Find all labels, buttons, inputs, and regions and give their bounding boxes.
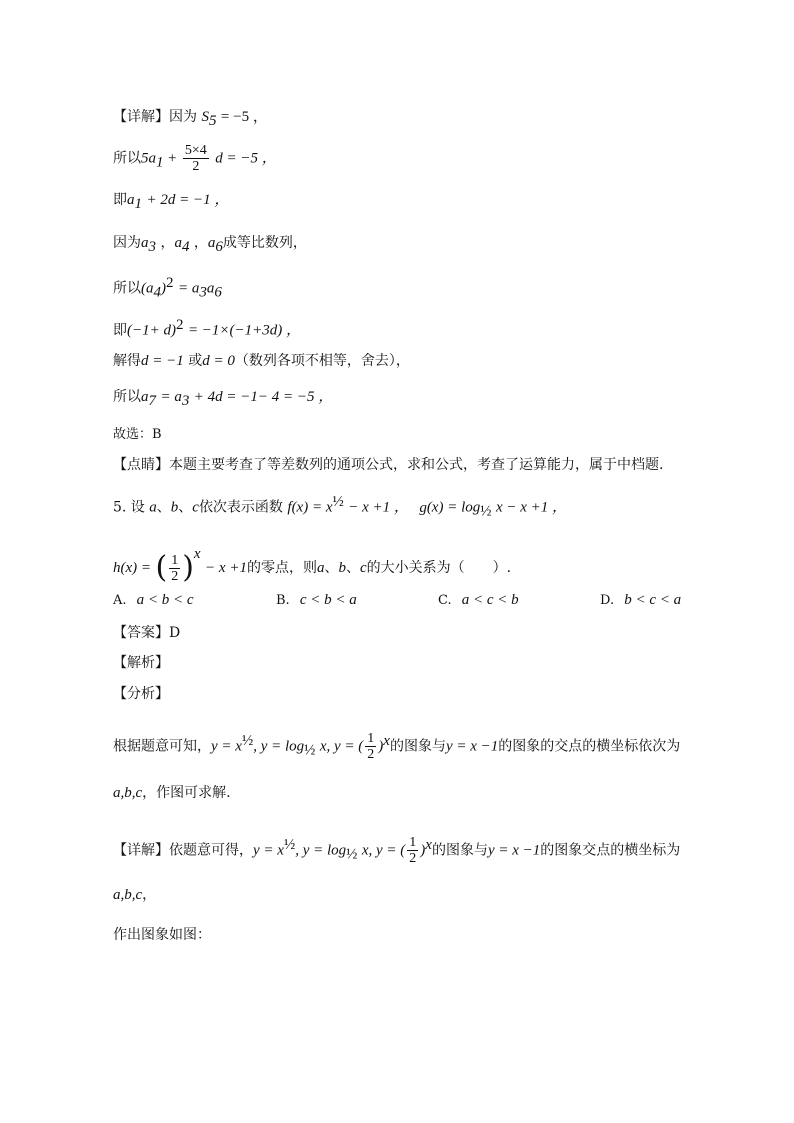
math: a: [149, 499, 157, 516]
denominator: 2: [367, 747, 375, 763]
text: 、: [324, 560, 339, 576]
text: 根据题意可知，: [113, 738, 211, 755]
text: 、: [178, 499, 193, 516]
math: − x +1: [205, 560, 247, 576]
question-number: 5. 设: [113, 499, 145, 516]
option-label: A.: [113, 593, 127, 608]
math: ): [420, 842, 426, 859]
math: c: [192, 499, 199, 516]
math: a: [141, 389, 149, 405]
denominator: 2: [192, 159, 200, 174]
math-sub: 6: [214, 284, 222, 301]
text: 成等比数列，: [222, 235, 307, 251]
math-sup: x: [193, 546, 201, 562]
option-math: a < b < c: [136, 592, 194, 608]
math: (−1+ d): [127, 322, 176, 339]
math: d = 0: [202, 353, 235, 369]
numerator: 1: [409, 835, 417, 851]
numerator: 5×4: [184, 143, 207, 158]
text: 、: [345, 560, 360, 576]
detail-line-2: [113, 143, 277, 174]
left-paren: (: [155, 550, 168, 585]
math: b: [170, 499, 179, 516]
math-sup: ½: [332, 494, 344, 510]
math: , y = log: [253, 738, 305, 755]
math-sub: ½: [346, 846, 358, 863]
math: (x) =: [120, 560, 152, 576]
question-5-line-1: [113, 492, 567, 521]
fraction: [183, 143, 209, 174]
math: y = x −1: [445, 738, 499, 755]
math-sub: 1: [156, 154, 164, 171]
math-sub: 6: [215, 238, 223, 255]
fraction: [169, 553, 180, 584]
option-label: C.: [438, 593, 452, 608]
math: d = −1: [141, 353, 184, 369]
math: h: [113, 560, 121, 576]
text: （数列各项不相等，舍去），: [234, 353, 410, 369]
math: , y = log: [295, 842, 347, 859]
math-sub: 5: [208, 112, 217, 129]
option-label: D.: [600, 593, 615, 608]
math: S: [201, 109, 209, 125]
math-sub: 3: [181, 392, 190, 409]
math: a: [141, 235, 149, 251]
numerator: 1: [171, 552, 179, 568]
text: 因为: [169, 109, 197, 125]
text: ，: [160, 235, 175, 251]
math: y = x: [253, 842, 284, 859]
detail-line-5: [113, 273, 222, 302]
text: 即: [113, 322, 127, 339]
math: a: [316, 560, 325, 576]
math: (x) = log: [426, 499, 481, 516]
math-sub: ½: [304, 742, 316, 759]
math: x, y = (: [361, 842, 406, 859]
text: 或: [188, 353, 203, 369]
detail-line-6: [113, 315, 301, 341]
math: x, y = (: [319, 738, 364, 755]
option-b: [276, 592, 357, 609]
math: a: [207, 235, 216, 251]
option-c: [438, 592, 519, 609]
option-math: c < b < a: [299, 592, 357, 608]
text: 的图象与: [389, 738, 446, 755]
math: = −5 ，: [220, 109, 268, 125]
right-paren: ): [182, 550, 194, 585]
math-sup: 2: [166, 275, 174, 291]
analysis-line-1: [113, 725, 680, 766]
math-sup: 2: [175, 317, 184, 333]
math: f: [287, 499, 292, 516]
detail-q5-line-1: [113, 829, 680, 870]
question-5-line-2: [113, 537, 511, 585]
math-sub: 4: [181, 238, 190, 255]
text: 的大小关系为（ ）.: [366, 560, 512, 576]
analysis-heading: 【解析】: [113, 655, 169, 671]
text: 所以: [113, 389, 141, 405]
text: 、: [156, 499, 171, 516]
text: 依次表示函数: [198, 499, 283, 516]
text: ，: [193, 235, 208, 251]
option-d: [600, 592, 681, 609]
math-sup: ½: [283, 837, 296, 853]
text: 依题意可得，: [169, 842, 253, 859]
text: 的图象与: [431, 842, 488, 859]
text: 的图象的交点的横坐标依次为: [498, 738, 681, 755]
math: ): [378, 738, 384, 755]
option-math: a < c < b: [461, 592, 519, 608]
math-sub: 4: [153, 284, 161, 301]
math: (x) = x: [291, 499, 333, 516]
text: ，: [142, 887, 157, 903]
option-a: [113, 592, 194, 609]
math: a: [174, 235, 182, 251]
denominator: 2: [171, 568, 179, 584]
detail-tag: 【详解】: [113, 109, 169, 125]
math: + 2d = −1 ，: [146, 192, 230, 208]
math: 5a: [141, 150, 156, 167]
choice-line: 故选：B: [113, 427, 162, 442]
math: a,b,c: [113, 887, 143, 903]
math-sub: 1: [134, 195, 142, 212]
detail-q5-line-2: [113, 885, 156, 905]
math: y = x −1: [487, 842, 541, 859]
math: y = x: [211, 738, 242, 755]
math-sub: ½: [480, 503, 492, 520]
math: a: [127, 192, 135, 208]
math: x − x +1 ，: [495, 499, 568, 516]
fraction: [407, 835, 418, 866]
detail-line-1: [113, 107, 268, 131]
detail-line-8: [113, 387, 333, 411]
math: = a: [160, 389, 182, 405]
math: ): [161, 280, 166, 297]
math: + 4d = −1− 4 = −5 ，: [193, 389, 334, 405]
math: b: [338, 560, 346, 576]
math: (a: [141, 280, 154, 297]
detail-line-3: [113, 190, 229, 214]
analysis-line-2: [113, 783, 231, 803]
math: c: [359, 560, 367, 576]
detail-line-4: [113, 233, 307, 257]
numerator: 1: [367, 731, 375, 747]
math-sup: x: [383, 733, 390, 749]
text: 即: [113, 192, 127, 208]
text: 的图象交点的横坐标为: [540, 842, 681, 859]
denominator: 2: [409, 851, 417, 867]
dianjing-line: 【点睛】本题主要考查了等差数列的通项公式，求和公式，考查了运算能力，属于中档题.: [113, 457, 664, 473]
text: 的零点，则: [246, 560, 317, 576]
text: 所以: [113, 150, 141, 167]
math: d = −5 ，: [215, 150, 277, 167]
math: − x +1 ，: [348, 499, 409, 516]
math: a: [206, 280, 215, 297]
fenxi-heading: 【分析】: [113, 686, 169, 702]
math-sub: 7: [148, 392, 156, 409]
detail-q5-line-3: 作出图象如图：: [113, 927, 211, 943]
fraction: [365, 731, 376, 762]
math-sup: x: [425, 837, 432, 853]
math: = −1×(−1+3d) ，: [187, 322, 302, 339]
text: 因为: [113, 235, 141, 251]
detail-line-7: [113, 351, 410, 371]
math: = a: [177, 280, 200, 297]
detail-tag: 【详解】: [113, 842, 169, 859]
text: 解得: [113, 353, 141, 369]
math: +: [167, 150, 177, 167]
math-sub: 3: [148, 238, 156, 255]
math: a,b,c: [113, 785, 143, 801]
math-sup: ½: [241, 733, 254, 749]
option-label: B.: [276, 593, 290, 608]
text: ，作图可求解.: [142, 785, 231, 801]
text: 所以: [113, 280, 141, 297]
option-math: b < c < a: [624, 592, 682, 608]
answer-line: 【答案】D: [113, 625, 181, 641]
math: g: [419, 499, 427, 516]
math-sub: 3: [199, 284, 207, 301]
